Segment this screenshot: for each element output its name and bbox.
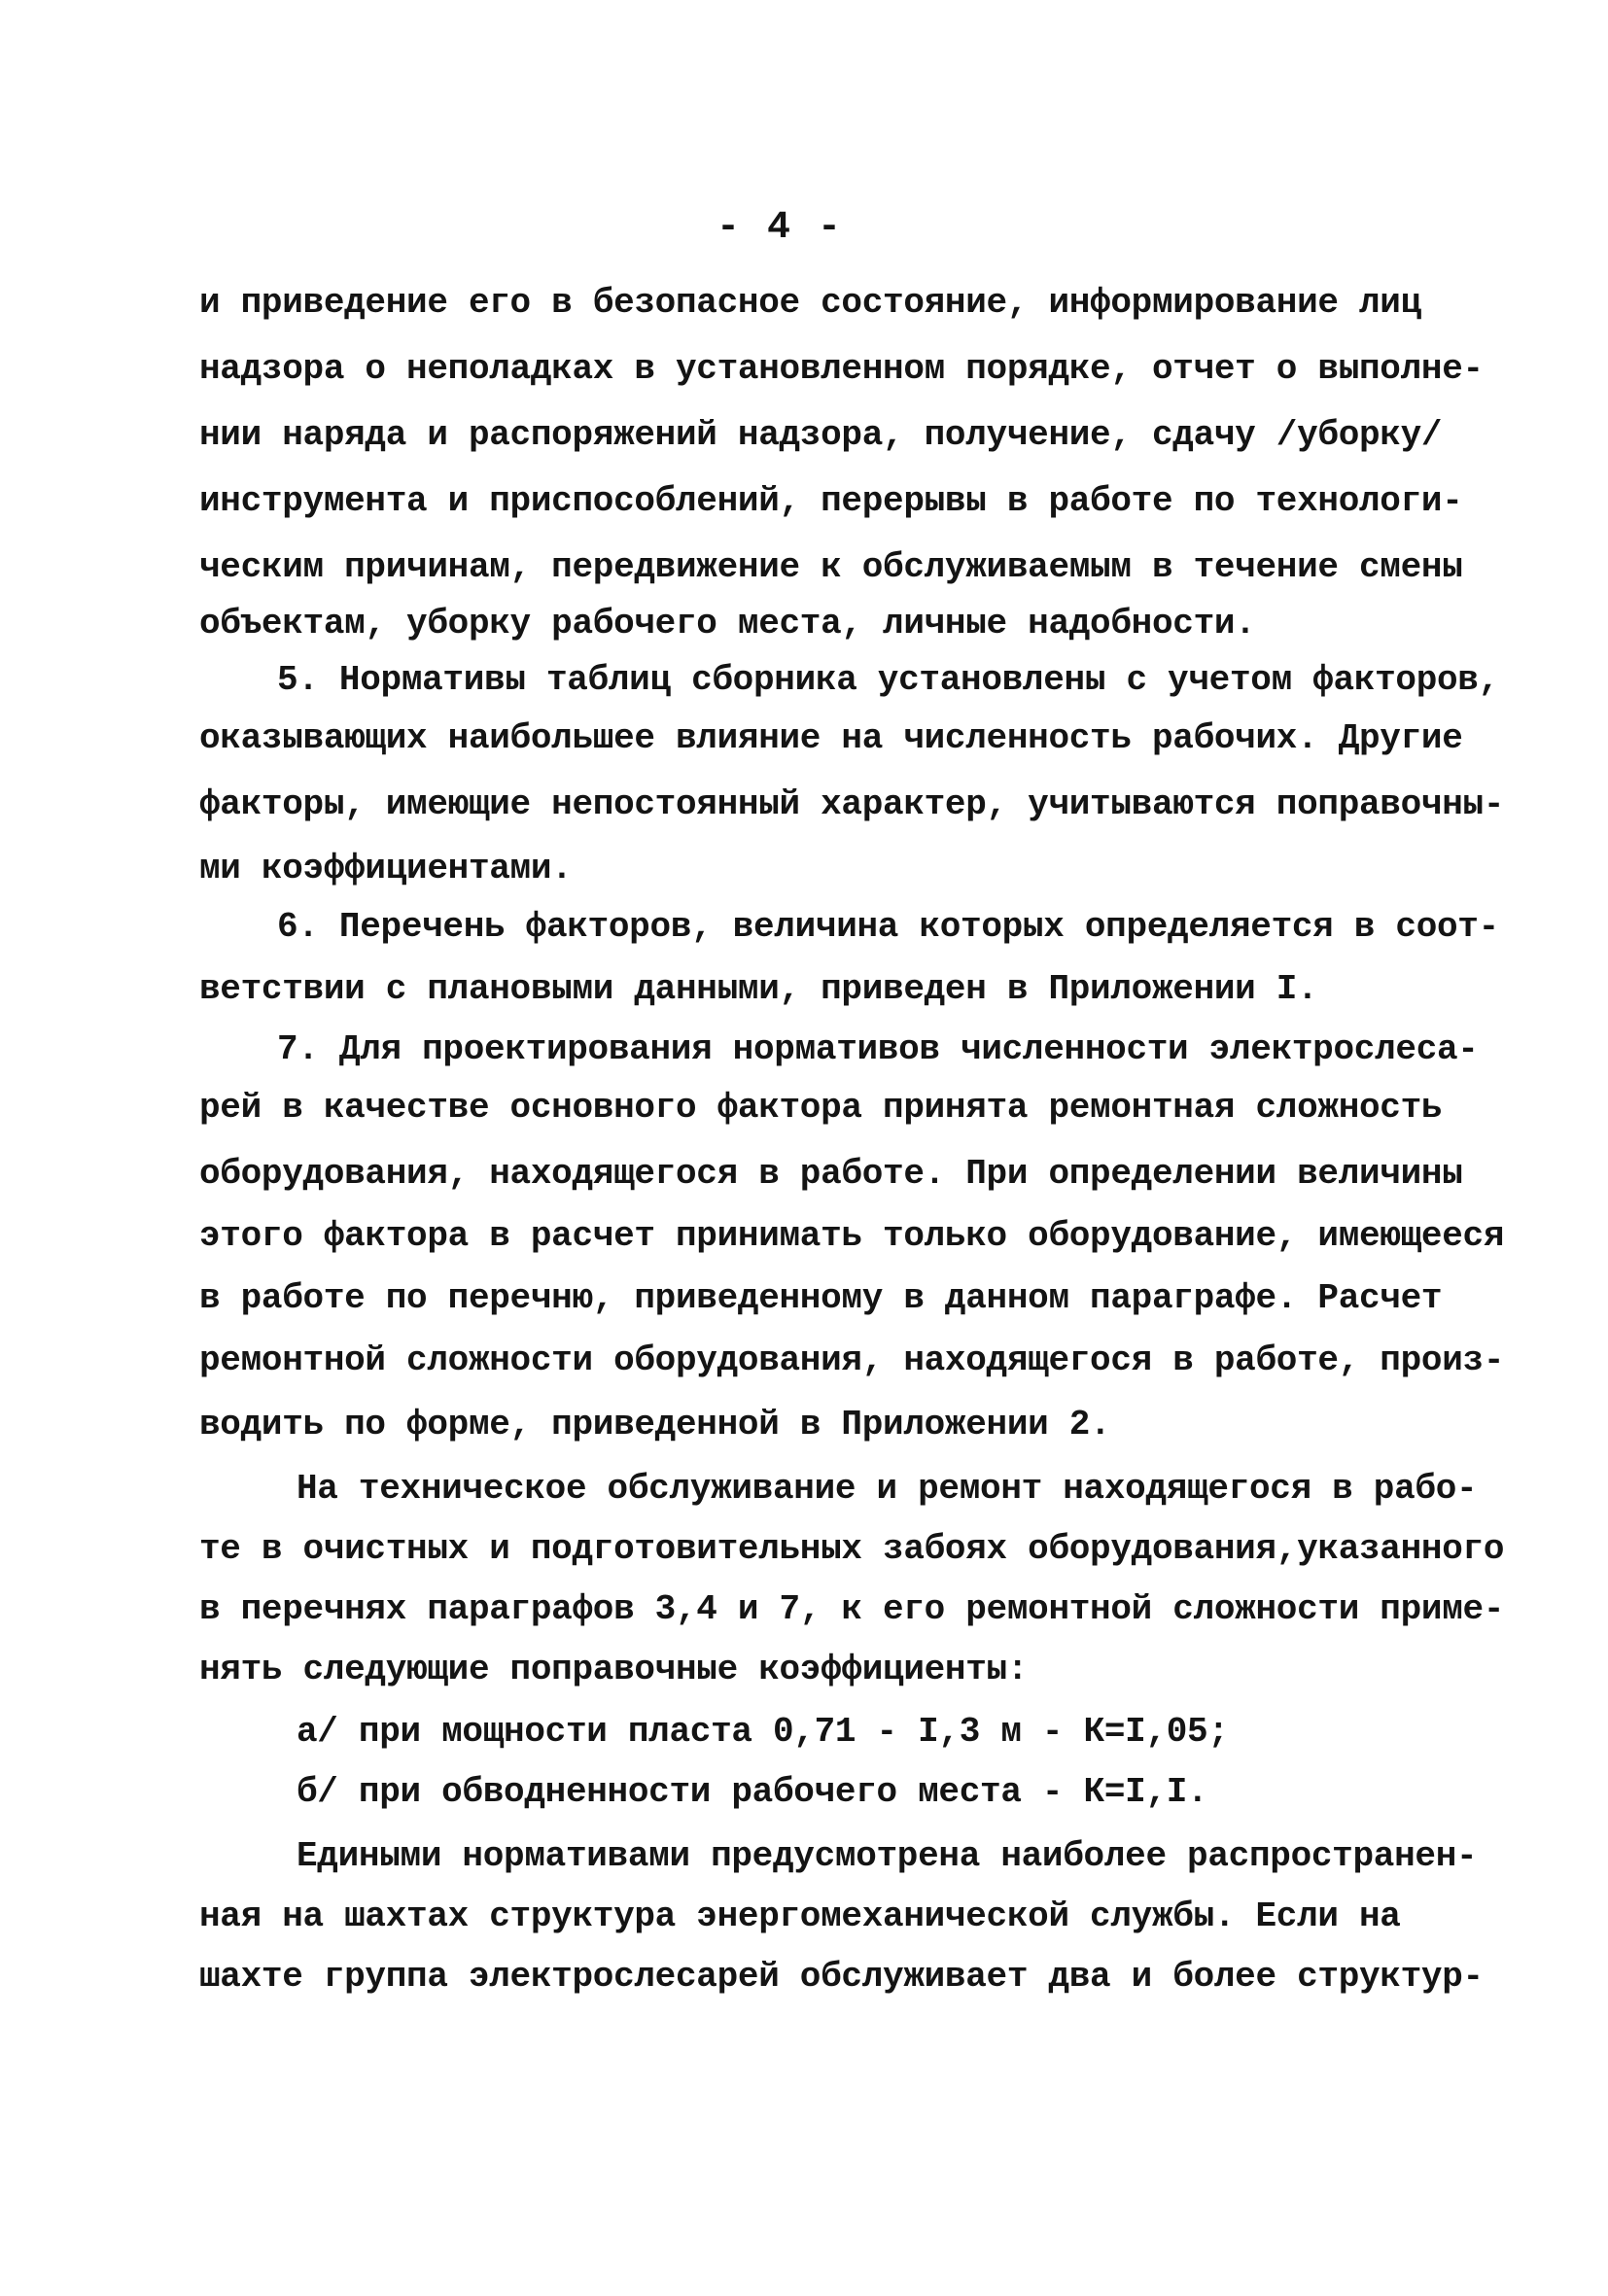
text-line: ная на шахтах структура энергомеханической службы. Если на <box>199 1896 1401 1936</box>
list-item: б/ при обводненности рабочего места - К=I,I. <box>297 1772 1208 1812</box>
text-line: инструмента и приспособлений, перерывы в работе по технологи- <box>199 481 1463 521</box>
text-line: нять следующие поправочные коэффициенты: <box>199 1650 1029 1689</box>
text-line: нии наряда и распоряжений надзора, получение, сдачу /уборку/ <box>199 415 1443 455</box>
text-line: надзора о неполадках в установленном порядке, отчет о выполне- <box>199 349 1484 389</box>
text-line: в перечнях параграфов 3,4 и 7, к его ремонтной сложности приме- <box>199 1589 1505 1629</box>
paragraph-first-line: 5. Нормативы таблиц сборника установлены с учетом факторов, <box>277 660 1499 700</box>
text-line: ческим причинам, передвижение к обслуживаемым в течение смены <box>199 547 1463 587</box>
text-line: объектам, уборку рабочего места, личные надобности. <box>199 604 1256 644</box>
page-number: - 4 - <box>716 206 844 250</box>
text-line: шахте группа электрослесарей обслуживает два и более структур- <box>199 1957 1484 1997</box>
text-line: рей в качестве основного фактора принята ремонтная сложность <box>199 1088 1443 1128</box>
text-line: этого фактора в расчет принимать только оборудование, имеющееся <box>199 1216 1505 1256</box>
text-line: факторы, имеющие непостоянный характер, учитываются поправочны- <box>199 784 1505 824</box>
text-line: те в очистных и подготовительных забоях оборудования,указанного <box>199 1529 1505 1569</box>
text-line: ветствии с плановыми данными, приведен в Приложении I. <box>199 969 1318 1009</box>
paragraph-first-line: На техническое обслуживание и ремонт находящегося в рабо- <box>297 1469 1478 1509</box>
text-line: ремонтной сложности оборудования, находящегося в работе, произ- <box>199 1340 1505 1380</box>
paragraph-first-line: 6. Перечень факторов, величина которых определяется в соот- <box>277 907 1499 947</box>
paragraph-first-line: Едиными нормативами предусмотрена наиболее распространен- <box>297 1836 1478 1876</box>
paragraph-first-line: 7. Для проектирования нормативов численности электрослеса- <box>277 1029 1479 1069</box>
text-line: водить по форме, приведенной в Приложении 2. <box>199 1405 1111 1444</box>
text-line: ми коэффициентами. <box>199 849 573 888</box>
text-line: в работе по перечню, приведенному в данном параграфе. Расчет <box>199 1278 1443 1318</box>
text-line: оказывающих наибольшее влияние на численность рабочих. Другие <box>199 718 1463 758</box>
text-line: и приведение его в безопасное состояние, информирование лиц <box>199 283 1421 323</box>
list-item: а/ при мощности пласта 0,71 - I,3 м - К=I,05; <box>297 1712 1229 1752</box>
text-line: оборудования, находящегося в работе. При определении величины <box>199 1154 1463 1194</box>
